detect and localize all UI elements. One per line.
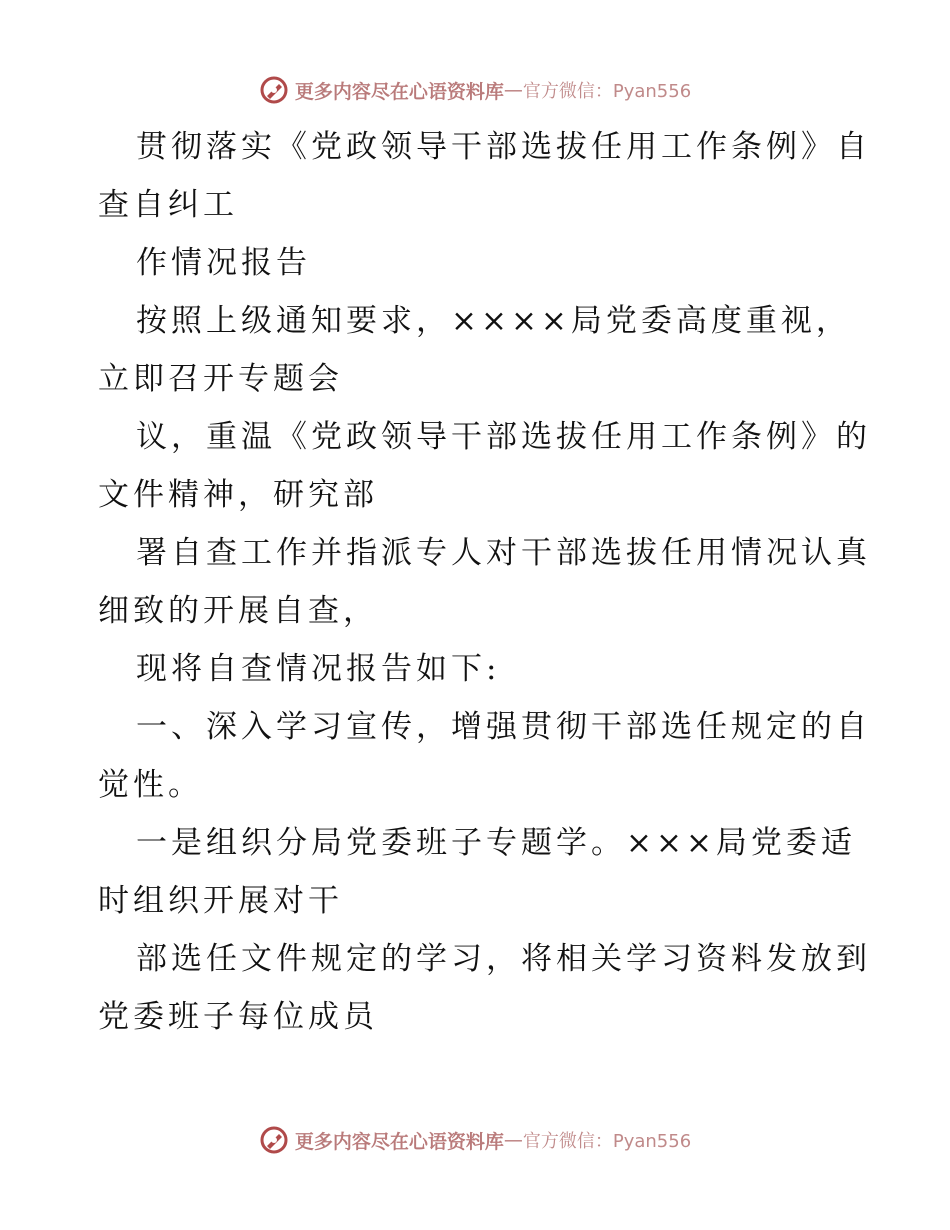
text-line: 一是组织分局党委班子专题学。×××局党委适 [136, 825, 856, 861]
text-line: 时组织开展对干 [98, 883, 343, 919]
header-banner [0, 70, 950, 110]
text-line: 部选任文件规定的学习，将相关学习资料发放到 [136, 941, 871, 977]
text-line: 查自纠工 [98, 187, 238, 223]
brand-text: 更多内容尽在心语资料库 [294, 80, 504, 103]
pen-circle-logo-icon [259, 75, 289, 105]
text-line: 议，重温《党政领导干部选拔任用工作条例》的 [136, 419, 871, 455]
text-line: 立即召开专题会 [98, 361, 343, 397]
text-line: 署自查工作并指派专人对干部选拔任用情况认真 [136, 535, 871, 571]
banner-separator: — [503, 79, 523, 101]
text-line: 文件精神，研究部 [98, 477, 378, 513]
text-line: 作情况报告 [136, 245, 311, 281]
brand-text: 更多内容尽在心语资料库 [294, 1130, 504, 1153]
text-line: 现将自查情况报告如下: [136, 651, 501, 687]
banner-separator: — [503, 1129, 523, 1151]
text-line: 觉性。 [98, 767, 203, 803]
text-line: 一、深入学习宣传，增强贯彻干部选任规定的自 [136, 709, 871, 745]
text-line: 党委班子每位成员 [98, 999, 378, 1035]
footer-banner [0, 1120, 950, 1160]
contact-text: 官方微信：Pyan556 [522, 1131, 692, 1152]
text-line: 贯彻落实《党政领导干部选拔任用工作条例》自 [136, 129, 871, 165]
contact-text: 官方微信：Pyan556 [522, 81, 692, 102]
text-line: 按照上级通知要求，××××局党委高度重视， [136, 303, 851, 339]
document-body [98, 118, 871, 1046]
pen-circle-logo-icon [259, 1125, 289, 1155]
text-line: 细致的开展自查， [98, 593, 378, 629]
